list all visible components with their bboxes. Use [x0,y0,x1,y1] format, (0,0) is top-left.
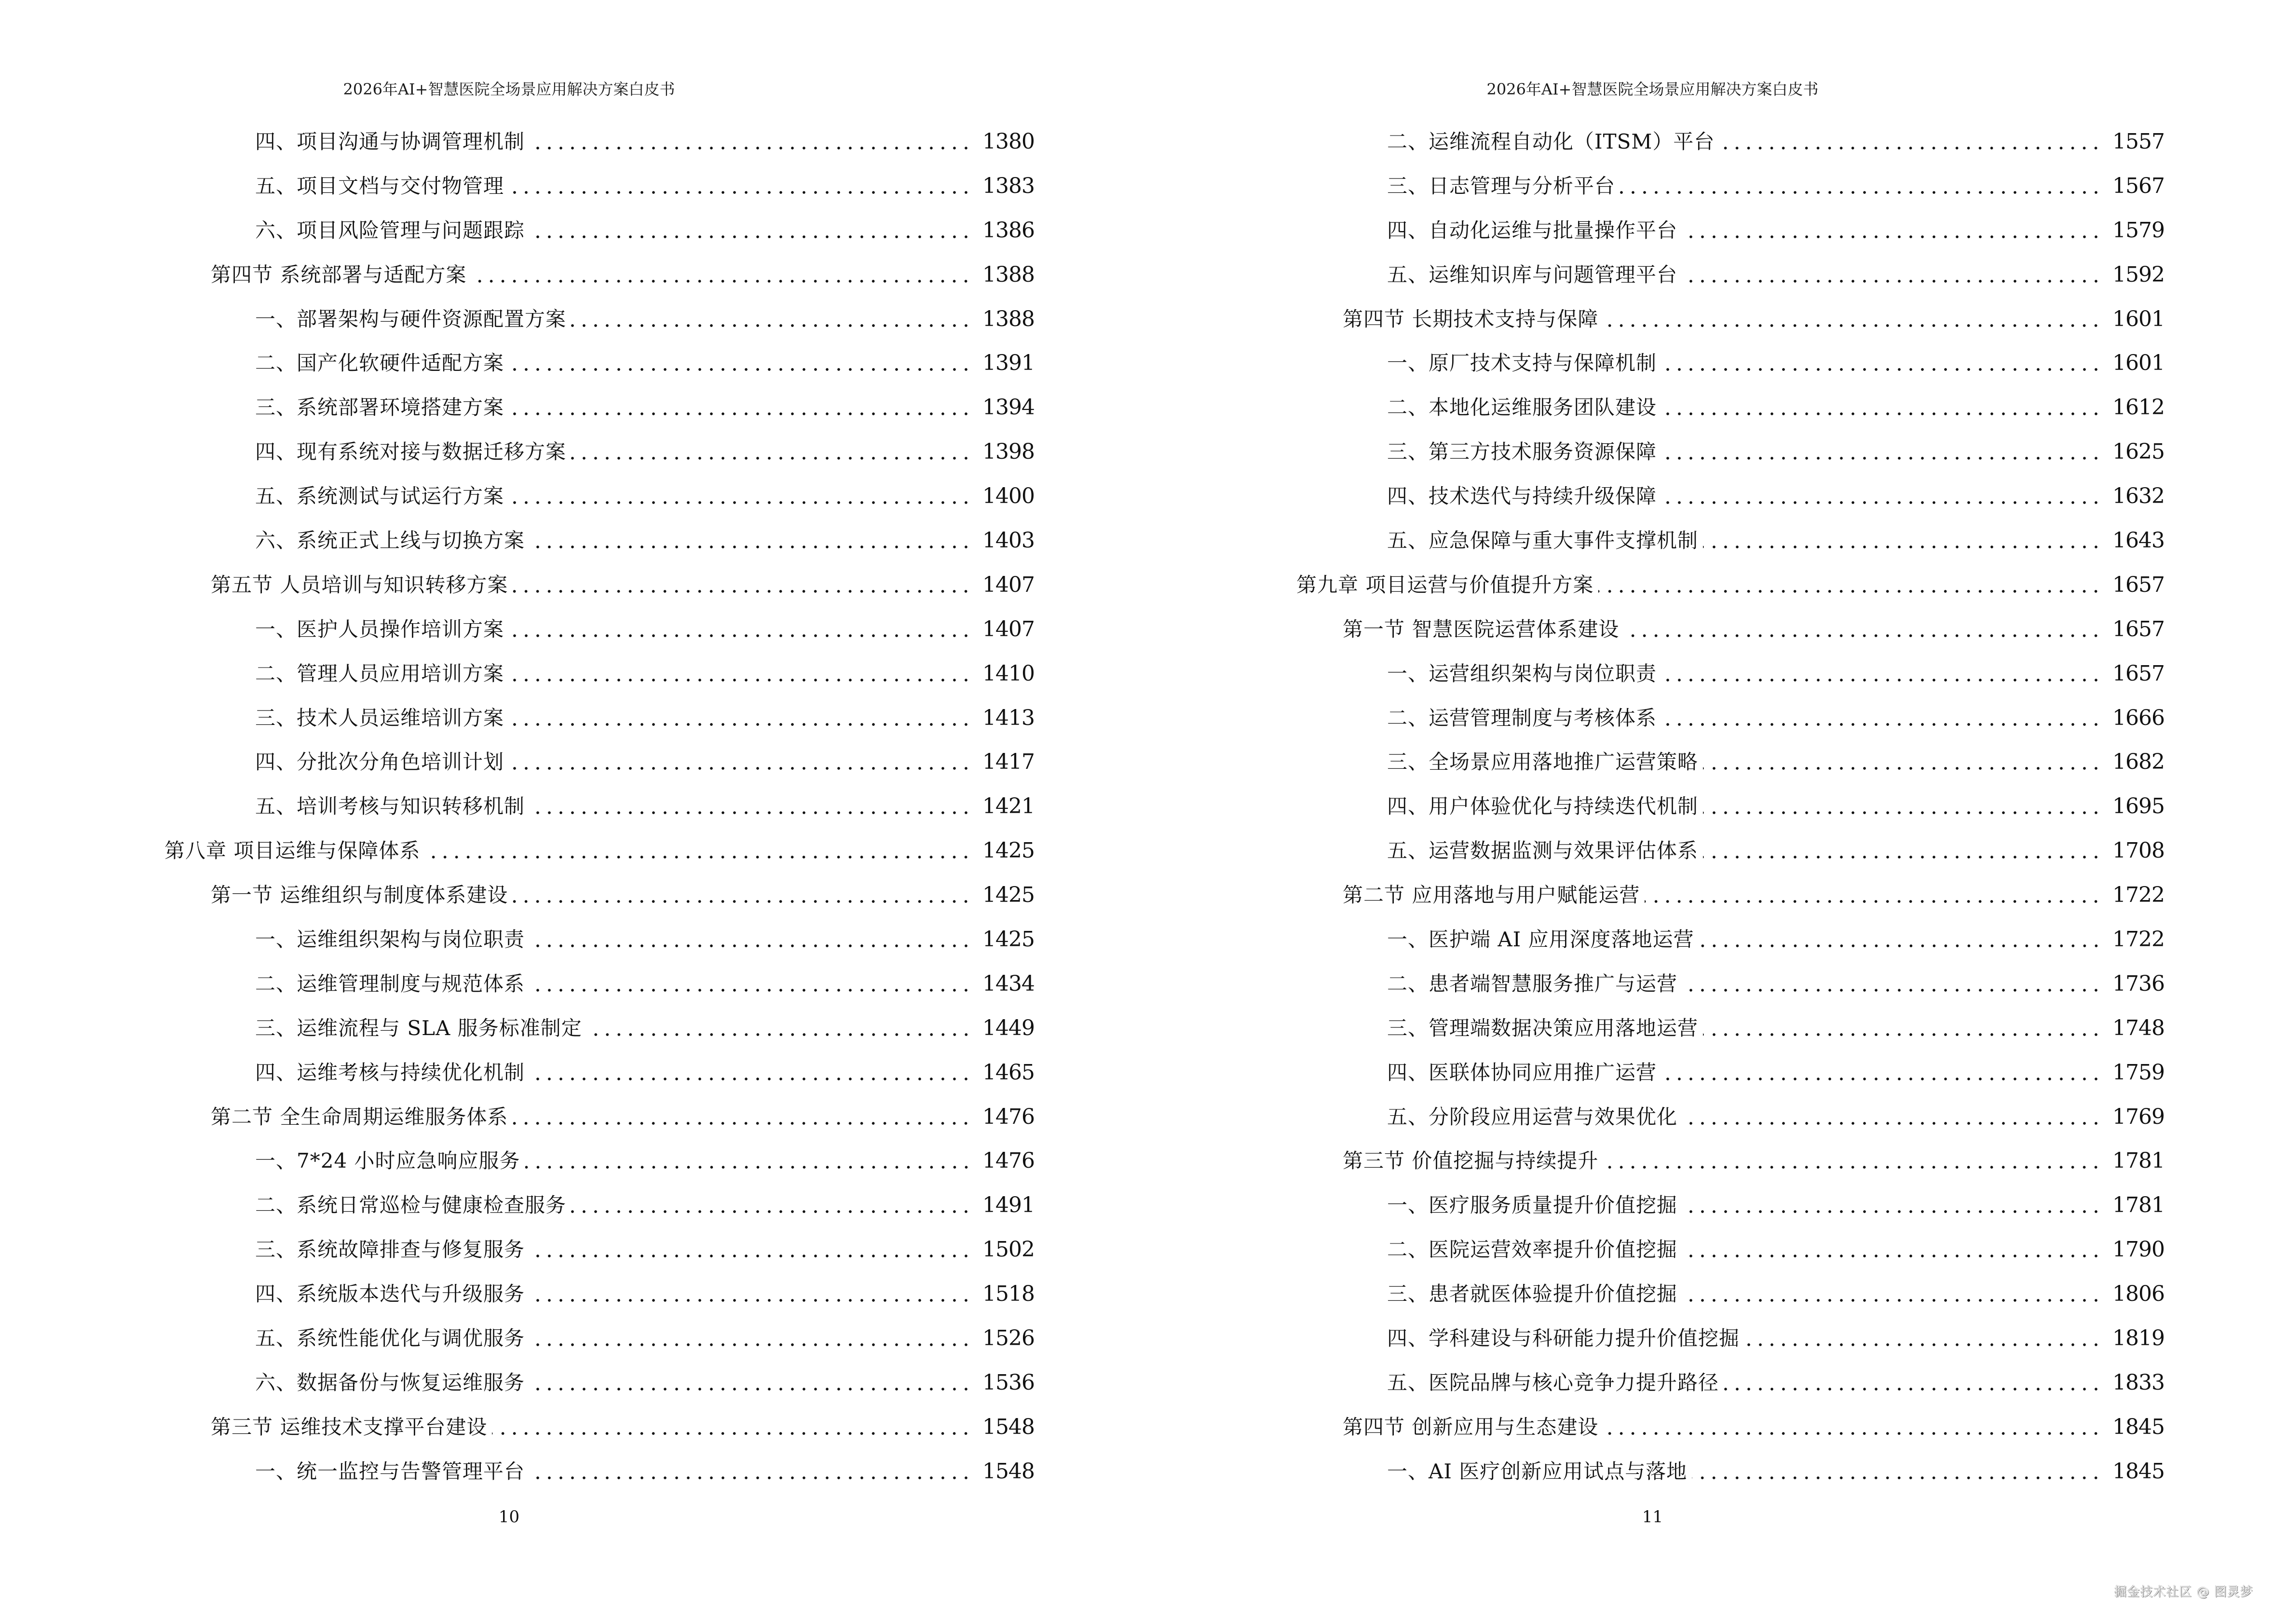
toc-entry-page-number: 1526 [982,1325,1035,1351]
dot-leader [571,437,972,466]
toc-entry-title: 三、管理端数据决策应用落地运营 [1387,1016,1699,1040]
dot-leader [492,1413,972,1442]
toc-chapter-entry[interactable] [164,829,1035,873]
toc-entry-title: 二、运维管理制度与规范体系 [255,971,525,996]
dot-leader [1699,925,2102,954]
toc-entry-title: 二、本地化运维服务团队建设 [1387,396,1657,420]
toc-subsection-entry[interactable] [164,1316,1035,1361]
toc-subsection-entry[interactable] [1296,740,2164,784]
dot-leader [509,748,972,777]
toc-subsection-entry[interactable] [1296,474,2164,519]
toc-entry-page-number: 1425 [982,838,1035,863]
dot-leader [1603,305,2102,334]
dot-leader [1661,349,2102,378]
toc-entry-title: 四、运维考核与持续优化机制 [255,1060,525,1084]
toc-entry-title: 二、国产化软硬件适配方案 [255,351,504,375]
dot-leader [1661,1058,2102,1087]
toc-entry-page-number: 1449 [982,1015,1035,1040]
toc-subsection-entry[interactable] [164,740,1035,784]
toc-entry-page-number: 1518 [982,1282,1035,1307]
right-page [1144,0,2287,1624]
toc-subsection-entry[interactable] [1296,341,2164,385]
dot-leader [1744,1324,2102,1353]
dot-leader [513,1103,972,1132]
page-number: 11 [1642,1507,1663,1527]
toc-subsection-entry[interactable] [1296,430,2164,474]
table-of-contents [164,120,1035,1494]
toc-entry-title: 三、第三方技术服务资源保障 [1387,440,1657,464]
toc-entry-page-number: 1625 [2112,439,2164,464]
running-header: 2026年AI+智慧医院全场景应用解决方案白皮书 [343,80,675,98]
toc-section-entry[interactable] [1296,607,2164,652]
toc-entry-page-number: 1643 [2112,528,2164,553]
dot-leader [509,349,972,378]
toc-entry-title: 五、应急保障与重大事件支撑机制 [1387,528,1699,552]
toc-entry-page-number: 1657 [2112,572,2164,597]
dot-leader [509,172,972,201]
toc-entry-page-number: 1722 [2112,927,2164,952]
toc-subsection-entry[interactable] [164,1449,1035,1494]
toc-entry-page-number: 1491 [982,1193,1035,1218]
toc-subsection-entry[interactable] [1296,519,2164,563]
toc-subsection-entry[interactable] [164,385,1035,430]
dot-leader [530,127,972,156]
toc-subsection-entry[interactable] [164,164,1035,208]
toc-section-entry[interactable] [164,1095,1035,1139]
toc-subsection-entry[interactable] [1296,253,2164,297]
toc-entry-page-number: 1388 [982,262,1035,287]
toc-entry-title: 第五节 人员培训与知识转移方案 [211,573,508,597]
toc-entry-title: 第一节 运维组织与制度体系建设 [211,883,508,907]
dot-leader [1682,969,2102,998]
toc-entry-page-number: 1845 [2112,1459,2164,1484]
toc-entry-page-number: 1398 [982,439,1035,464]
dot-leader [1724,1368,2102,1397]
dot-leader [1624,615,2102,644]
table-of-contents [1296,120,2164,1494]
dot-leader [1682,1191,2102,1220]
toc-entry-page-number: 1536 [982,1370,1035,1395]
toc-entry-title: 五、项目文档与交付物管理 [255,174,504,198]
toc-section-entry[interactable] [1296,1139,2164,1183]
toc-entry-title: 第九章 项目运营与价值提升方案 [1296,573,1594,597]
dot-leader [530,1280,972,1309]
toc-entry-title: 第一节 智慧医院运营体系建设 [1343,617,1620,641]
toc-subsection-entry[interactable] [164,1272,1035,1316]
toc-entry-page-number: 1806 [2112,1282,2164,1307]
toc-entry-title: 第三节 价值挖掘与持续提升 [1343,1149,1599,1173]
toc-subsection-entry[interactable] [164,784,1035,829]
dot-leader [1703,526,2102,555]
toc-entry-page-number: 1548 [982,1414,1035,1439]
toc-subsection-entry[interactable] [1296,829,2164,873]
toc-entry-title: 第四节 创新应用与生态建设 [1343,1415,1599,1439]
toc-entry-page-number: 1548 [982,1459,1035,1484]
toc-entry-page-number: 1819 [2112,1325,2164,1351]
toc-entry-title: 三、全场景应用落地推广运营策略 [1387,750,1699,774]
toc-entry-page-number: 1657 [2112,661,2164,686]
toc-subsection-entry[interactable] [1296,1361,2164,1405]
toc-subsection-entry[interactable] [164,917,1035,962]
toc-entry-page-number: 1612 [2112,395,2164,420]
toc-subsection-entry[interactable] [1296,120,2164,164]
toc-entry-title: 三、运维流程与 SLA 服务标准制定 [255,1016,582,1040]
toc-section-entry[interactable] [164,253,1035,297]
toc-subsection-entry[interactable] [164,519,1035,563]
toc-entry-page-number: 1502 [982,1237,1035,1262]
toc-entry-page-number: 1425 [982,927,1035,952]
toc-entry-page-number: 1601 [2112,306,2164,331]
dot-leader [1719,127,2102,156]
toc-entry-page-number: 1833 [2112,1370,2164,1395]
toc-entry-title: 一、医护人员操作培训方案 [255,617,504,641]
dot-leader [530,925,972,954]
dot-leader [530,1235,972,1264]
toc-entry-page-number: 1557 [2112,129,2164,154]
dot-leader [1682,260,2102,289]
toc-subsection-entry[interactable] [164,1361,1035,1405]
dot-leader [1661,704,2102,733]
dot-leader [530,216,972,245]
toc-subsection-entry[interactable] [164,1006,1035,1051]
dot-leader [425,836,972,865]
toc-entry-title: 一、医护端 AI 应用深度落地运营 [1387,927,1694,951]
dot-leader [509,704,972,733]
toc-entry-title: 第三节 运维技术支撑平台建设 [211,1415,488,1439]
toc-subsection-entry[interactable] [1296,962,2164,1006]
dot-leader [1703,748,2102,777]
toc-entry-page-number: 1413 [982,705,1035,730]
dot-leader [1682,1103,2102,1132]
toc-subsection-entry[interactable] [1296,1006,2164,1051]
toc-entry-page-number: 1476 [982,1148,1035,1174]
toc-entry-page-number: 1666 [2112,705,2164,730]
toc-entry-page-number: 1632 [2112,484,2164,509]
toc-subsection-entry[interactable] [164,474,1035,519]
toc-entry-title: 四、系统版本迭代与升级服务 [255,1282,525,1306]
toc-entry-title: 五、运营数据监测与效果评估体系 [1387,839,1699,863]
dot-leader [471,260,972,289]
toc-entry-title: 一、原厂技术支持与保障机制 [1387,351,1657,375]
toc-subsection-entry[interactable] [1296,1183,2164,1228]
running-header: 2026年AI+智慧医院全场景应用解决方案白皮书 [1486,80,1819,98]
dot-leader [1603,1146,2102,1175]
toc-subsection-entry[interactable] [164,1228,1035,1272]
dot-leader [509,482,972,511]
toc-subsection-entry[interactable] [1296,385,2164,430]
toc-subsection-entry[interactable] [164,652,1035,696]
dot-leader [509,659,972,688]
toc-entry-title: 一、AI 医疗创新应用试点与落地 [1387,1459,1688,1483]
toc-subsection-entry[interactable] [1296,652,2164,696]
toc-subsection-entry[interactable] [1296,1272,2164,1316]
toc-section-entry[interactable] [164,1405,1035,1449]
toc-section-entry[interactable] [1296,873,2164,917]
toc-entry-title: 六、数据备份与恢复运维服务 [255,1370,525,1394]
toc-entry-page-number: 1391 [982,351,1035,376]
toc-entry-page-number: 1781 [2112,1193,2164,1218]
page-number: 10 [498,1507,520,1527]
toc-section-entry[interactable] [164,873,1035,917]
dot-leader [509,393,972,422]
toc-subsection-entry[interactable] [1296,208,2164,253]
dot-leader [571,305,972,334]
dot-leader [530,792,972,821]
toc-entry-page-number: 1386 [982,218,1035,243]
toc-entry-page-number: 1407 [982,572,1035,597]
toc-entry-title: 四、用户体验优化与持续迭代机制 [1387,794,1699,819]
toc-entry-page-number: 1601 [2112,351,2164,376]
dot-leader [1703,792,2102,821]
toc-entry-title: 四、医联体协同应用推广运营 [1387,1060,1657,1084]
toc-subsection-entry[interactable] [1296,164,2164,208]
toc-entry-page-number: 1657 [2112,616,2164,641]
toc-entry-page-number: 1394 [982,395,1035,420]
toc-subsection-entry[interactable] [1296,784,2164,829]
toc-section-entry[interactable] [1296,1405,2164,1449]
toc-entry-title: 二、运营管理制度与考核体系 [1387,706,1657,730]
dot-leader [513,881,972,910]
toc-subsection-entry[interactable] [1296,1095,2164,1139]
toc-entry-title: 三、日志管理与分析平台 [1387,174,1616,198]
toc-entry-title: 五、运维知识库与问题管理平台 [1387,262,1678,287]
toc-entry-page-number: 1434 [982,971,1035,996]
toc-entry-title: 二、系统日常巡检与健康检查服务 [255,1193,567,1217]
toc-entry-page-number: 1417 [982,750,1035,775]
toc-entry-page-number: 1465 [982,1060,1035,1085]
toc-entry-page-number: 1421 [982,794,1035,819]
toc-subsection-entry[interactable] [1296,1316,2164,1361]
toc-subsection-entry[interactable] [164,1183,1035,1228]
toc-entry-page-number: 1425 [982,883,1035,908]
toc-subsection-entry[interactable] [164,607,1035,652]
toc-entry-page-number: 1403 [982,528,1035,553]
dot-leader [1682,1235,2102,1264]
toc-entry-page-number: 1769 [2112,1104,2164,1129]
toc-entry-title: 第八章 项目运维与保障体系 [164,839,421,863]
dot-leader [1598,571,2102,600]
dot-leader [530,1324,972,1353]
toc-entry-title: 四、分批次分角色培训计划 [255,750,504,774]
toc-subsection-entry[interactable] [164,120,1035,164]
toc-entry-title: 六、项目风险管理与问题跟踪 [255,218,525,242]
toc-subsection-entry[interactable] [164,430,1035,474]
toc-entry-title: 五、系统性能优化与调优服务 [255,1326,525,1350]
toc-entry-page-number: 1592 [2112,262,2164,287]
toc-entry-page-number: 1695 [2112,794,2164,819]
toc-section-entry[interactable] [1296,297,2164,341]
dot-leader [525,1146,972,1175]
toc-entry-title: 第二节 全生命周期运维服务体系 [211,1105,508,1129]
toc-entry-title: 第四节 长期技术支持与保障 [1343,307,1599,331]
toc-entry-title: 一、7*24 小时应急响应服务 [255,1149,520,1173]
dot-leader [530,1368,972,1397]
toc-entry-title: 一、运维组织架构与岗位职责 [255,927,525,951]
toc-entry-title: 一、运营组织架构与岗位职责 [1387,661,1657,685]
dot-leader [1661,437,2102,466]
toc-entry-page-number: 1736 [2112,971,2164,996]
toc-subsection-entry[interactable] [1296,1449,2164,1494]
toc-entry-title: 二、运维流程自动化（ITSM）平台 [1387,129,1715,153]
dot-leader [1661,659,2102,688]
toc-entry-page-number: 1759 [2112,1060,2164,1085]
toc-subsection-entry[interactable] [164,208,1035,253]
toc-entry-title: 四、现有系统对接与数据迁移方案 [255,440,567,464]
toc-entry-title: 二、医院运营效率提升价值挖掘 [1387,1238,1678,1262]
toc-entry-title: 一、部署架构与硬件资源配置方案 [255,307,567,331]
toc-entry-page-number: 1781 [2112,1148,2164,1174]
toc-entry-title: 二、患者端智慧服务推广与运营 [1387,971,1678,996]
toc-entry-page-number: 1410 [982,661,1035,686]
dot-leader [587,1014,972,1043]
toc-entry-page-number: 1407 [982,616,1035,641]
toc-entry-page-number: 1388 [982,306,1035,331]
toc-chapter-entry[interactable] [1296,563,2164,607]
toc-entry-title: 四、学科建设与科研能力提升价值挖掘 [1387,1326,1740,1350]
toc-entry-title: 五、培训考核与知识转移机制 [255,794,525,819]
toc-entry-title: 六、系统正式上线与切换方案 [255,528,525,552]
toc-entry-page-number: 1682 [2112,750,2164,775]
toc-subsection-entry[interactable] [164,962,1035,1006]
toc-entry-title: 三、系统故障排查与修复服务 [255,1238,525,1262]
dot-leader [530,1457,972,1486]
toc-entry-page-number: 1748 [2112,1015,2164,1040]
toc-entry-page-number: 1380 [982,129,1035,154]
toc-entry-title: 第四节 系统部署与适配方案 [211,262,467,287]
dot-leader [1661,393,2102,422]
toc-entry-page-number: 1579 [2112,218,2164,243]
dot-leader [1703,1014,2102,1043]
toc-entry-page-number: 1400 [982,484,1035,509]
dot-leader [509,615,972,644]
dot-leader [513,571,972,600]
toc-subsection-entry[interactable] [1296,1051,2164,1095]
dot-leader [1682,1280,2102,1309]
dot-leader [1620,172,2102,201]
toc-entry-title: 三、系统部署环境搭建方案 [255,396,504,420]
toc-entry-page-number: 1567 [2112,173,2164,198]
toc-entry-title: 第二节 应用落地与用户赋能运营 [1343,883,1640,907]
toc-subsection-entry[interactable] [164,297,1035,341]
toc-entry-title: 五、系统测试与试运行方案 [255,484,504,508]
toc-entry-page-number: 1722 [2112,883,2164,908]
dot-leader [571,1191,972,1220]
toc-subsection-entry[interactable] [164,1139,1035,1183]
toc-subsection-entry[interactable] [1296,1228,2164,1272]
toc-subsection-entry[interactable] [164,1051,1035,1095]
toc-section-entry[interactable] [164,563,1035,607]
toc-subsection-entry[interactable] [164,341,1035,385]
toc-entry-title: 四、技术迭代与持续升级保障 [1387,484,1657,508]
dot-leader [1682,216,2102,245]
dot-leader [530,1058,972,1087]
dot-leader [1645,881,2102,910]
toc-entry-title: 五、分阶段应用运营与效果优化 [1387,1105,1678,1129]
toc-entry-page-number: 1845 [2112,1414,2164,1439]
toc-entry-title: 四、自动化运维与批量操作平台 [1387,218,1678,242]
dot-leader [530,969,972,998]
toc-entry-page-number: 1708 [2112,838,2164,863]
toc-entry-page-number: 1790 [2112,1237,2164,1262]
dot-leader [1661,482,2102,511]
toc-subsection-entry[interactable] [1296,696,2164,740]
toc-entry-page-number: 1383 [982,173,1035,198]
dot-leader [530,526,972,555]
watermark: 掘金技术社区 @ 图灵梦 [2114,1585,2253,1599]
dot-leader [1603,1413,2102,1442]
toc-entry-page-number: 1476 [982,1104,1035,1129]
toc-entry-title: 五、医院品牌与核心竞争力提升路径 [1387,1370,1719,1394]
toc-subsection-entry[interactable] [164,696,1035,740]
toc-entry-title: 二、管理人员应用培训方案 [255,661,504,685]
dot-leader [1692,1457,2102,1486]
toc-entry-title: 四、项目沟通与协调管理机制 [255,129,525,153]
dot-leader [1703,836,2102,865]
toc-entry-title: 一、医疗服务质量提升价值挖掘 [1387,1193,1678,1217]
toc-entry-title: 一、统一监控与告警管理平台 [255,1459,525,1483]
toc-subsection-entry[interactable] [1296,917,2164,962]
toc-entry-title: 三、技术人员运维培训方案 [255,706,504,730]
toc-entry-title: 三、患者就医体验提升价值挖掘 [1387,1282,1678,1306]
